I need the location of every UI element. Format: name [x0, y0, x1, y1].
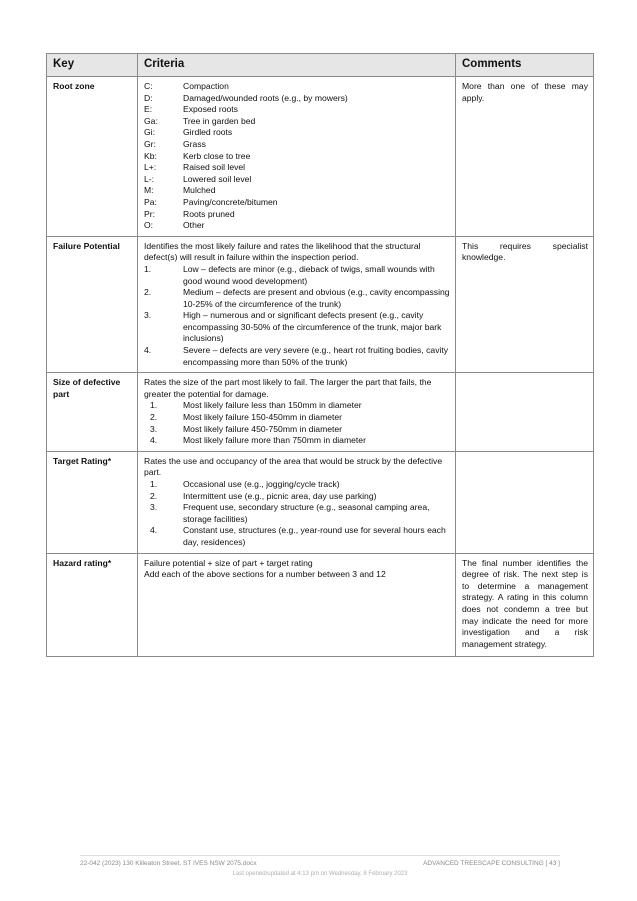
item-code: E:	[144, 104, 153, 115]
item-code: L+:	[144, 162, 157, 173]
row-target-rating	[47, 451, 594, 553]
row-size-part	[47, 373, 594, 452]
failure-potential-criteria	[138, 236, 456, 373]
target-rating-list	[144, 479, 450, 549]
list-item	[144, 479, 450, 491]
size-part-comment	[456, 373, 594, 452]
list-item	[144, 412, 450, 424]
failure-potential-list	[144, 264, 450, 368]
item-text: Low – defects are minor (e.g., dieback of twigs, small wounds with good wound wood development)	[183, 263, 435, 286]
list-item	[144, 162, 450, 174]
item-code: Gr:	[144, 138, 156, 149]
item-text: Occasional use (e.g., jogging/cycle track)	[183, 479, 340, 489]
size-part-criteria	[138, 373, 456, 452]
list-item	[144, 435, 450, 447]
item-code: C:	[144, 81, 153, 91]
row-failure-potential	[47, 236, 594, 373]
list-item	[144, 81, 450, 93]
item-number: 1.	[150, 479, 158, 489]
list-item	[144, 424, 450, 436]
list-item	[144, 209, 450, 221]
list-item	[144, 310, 450, 345]
item-code: Gi:	[144, 127, 155, 138]
footer-filename: 22-042 (2023) 130 Killeaton Street, ST IVES NSW 2075.docx	[80, 860, 257, 867]
target-rating-comment	[456, 451, 594, 553]
item-number: 3.	[144, 310, 152, 321]
list-item	[144, 287, 450, 310]
item-text: Girdled roots	[183, 127, 233, 138]
failure-potential-key: Failure Potential	[47, 236, 138, 373]
header-key: Key	[47, 54, 138, 77]
item-text: Constant use, structures (e.g., year-round use for several hours each day, residences)	[183, 525, 446, 547]
item-text: Raised soil level	[183, 162, 246, 173]
item-text: Intermittent use (e.g., picnic area, day use parking)	[183, 490, 377, 501]
item-text: Paving/concrete/bitumen	[183, 196, 278, 207]
list-item	[144, 345, 450, 368]
list-item	[144, 197, 450, 209]
item-text: Roots pruned	[183, 208, 235, 219]
item-code: M:	[144, 185, 154, 196]
item-text: Kerb close to tree	[183, 150, 251, 161]
header-row	[47, 54, 594, 77]
list-item	[144, 525, 450, 548]
item-text: Most likely failure 150-450mm in diameter	[183, 412, 343, 423]
list-item	[144, 185, 450, 197]
item-number: 1.	[150, 400, 158, 411]
target-rating-intro: Rates the use and occupancy of the area that would be struck by the defective part.	[144, 455, 443, 478]
item-text: Frequent use, secondary structure (e.g., seasonal camping area, storage facilities)	[183, 502, 430, 524]
list-item	[144, 151, 450, 163]
item-code: O:	[144, 220, 154, 231]
root-zone-comment: More than one of these may apply.	[456, 77, 594, 237]
item-text: Mulched	[183, 185, 216, 196]
header-comments: Comments	[456, 54, 594, 77]
hazard-rating-key: Hazard rating*	[47, 553, 138, 657]
list-item	[144, 93, 450, 105]
item-code: Kb:	[144, 150, 157, 161]
hazard-rating-line2: Add each of the above sections for a number between 3 and 12	[144, 569, 386, 580]
item-code: Pa:	[144, 196, 157, 207]
item-code: D:	[144, 92, 153, 103]
hazard-rating-comment: The final number identifies the degree of risk. The next step is to determine a management strategy. A rating in this column does not condemn a tree but may indicate the need for more investigation and a risk management strategy.	[456, 553, 594, 657]
list-item	[144, 174, 450, 186]
item-text: Other	[183, 220, 205, 231]
size-part-intro: Rates the size of the part most likely to fail. The larger the part that fails, the greater the potential for damage.	[144, 377, 432, 399]
item-text: Most likely failure more than 750mm in diameter	[183, 435, 366, 446]
list-item	[144, 502, 450, 525]
list-item	[144, 104, 450, 116]
item-text: Most likely failure less than 150mm in diameter	[183, 400, 362, 411]
list-item	[144, 264, 450, 287]
root-zone-criteria	[138, 77, 456, 237]
item-number: 4.	[150, 435, 158, 446]
target-rating-criteria	[138, 451, 456, 553]
item-text: Damaged/wounded roots (e.g., by mowers)	[183, 92, 348, 103]
size-part-list	[144, 400, 450, 446]
row-hazard-rating	[47, 553, 594, 657]
item-text: Exposed roots	[183, 104, 238, 115]
item-text: High – numerous and or significant defects present (e.g., cavity encompassing 30-50% of the circumference of the trunk, major bark inclusions)	[183, 310, 442, 344]
hazard-rating-criteria	[138, 553, 456, 657]
item-number: 2.	[150, 490, 158, 501]
failure-potential-comment: This requires specialist knowledge.	[456, 236, 594, 373]
item-text: Compaction	[183, 81, 229, 91]
list-item	[144, 127, 450, 139]
item-number: 4.	[144, 345, 152, 356]
item-text: Medium – defects are present and obvious (e.g., cavity encompassing 10-25% of the circumference of the trunk)	[183, 287, 450, 309]
list-item	[144, 400, 450, 412]
list-item	[144, 139, 450, 151]
footer-page-number: ADVANCED TREESCAPE CONSULTING [ 43 ]	[423, 860, 560, 867]
list-item	[144, 491, 450, 503]
root-zone-list	[144, 81, 450, 232]
hazard-rating-line1: Failure potential + size of part + target rating	[144, 557, 313, 568]
item-number: 1.	[144, 263, 152, 274]
footer-updated: Last opened/updated at 4:13 pm on Wednesday, 8 February 2023	[232, 871, 408, 877]
row-root-zone	[47, 77, 594, 237]
item-number: 4.	[150, 525, 158, 536]
list-item	[144, 116, 450, 128]
item-code: Pr:	[144, 208, 155, 219]
header-criteria: Criteria	[138, 54, 456, 77]
item-text: Grass	[183, 138, 206, 149]
item-number: 3.	[150, 423, 158, 434]
list-item	[144, 220, 450, 232]
target-rating-key: Target Rating*	[47, 451, 138, 553]
failure-potential-intro: Identifies the most likely failure and rates the likelihood that the structural defect(s) will result in failure within the inspection period.	[144, 240, 421, 263]
root-zone-key: Root zone	[47, 77, 138, 237]
item-number: 3.	[150, 502, 158, 513]
item-number: 2.	[144, 287, 152, 298]
item-text: Most likely failure 450-750mm in diameter	[183, 423, 343, 434]
criteria-table	[46, 53, 594, 657]
item-code: L-:	[144, 173, 155, 184]
item-text: Lowered soil level	[183, 173, 252, 184]
item-number: 2.	[150, 412, 158, 423]
item-text: Tree in garden bed	[183, 115, 256, 126]
item-text: Severe – defects are very severe (e.g., heart rot fruiting bodies, cavity encompassing more than 50% of the trunk)	[183, 345, 449, 367]
size-part-key: Size of defective part	[47, 373, 138, 452]
footer-divider	[80, 855, 560, 856]
item-code: Ga:	[144, 115, 158, 126]
